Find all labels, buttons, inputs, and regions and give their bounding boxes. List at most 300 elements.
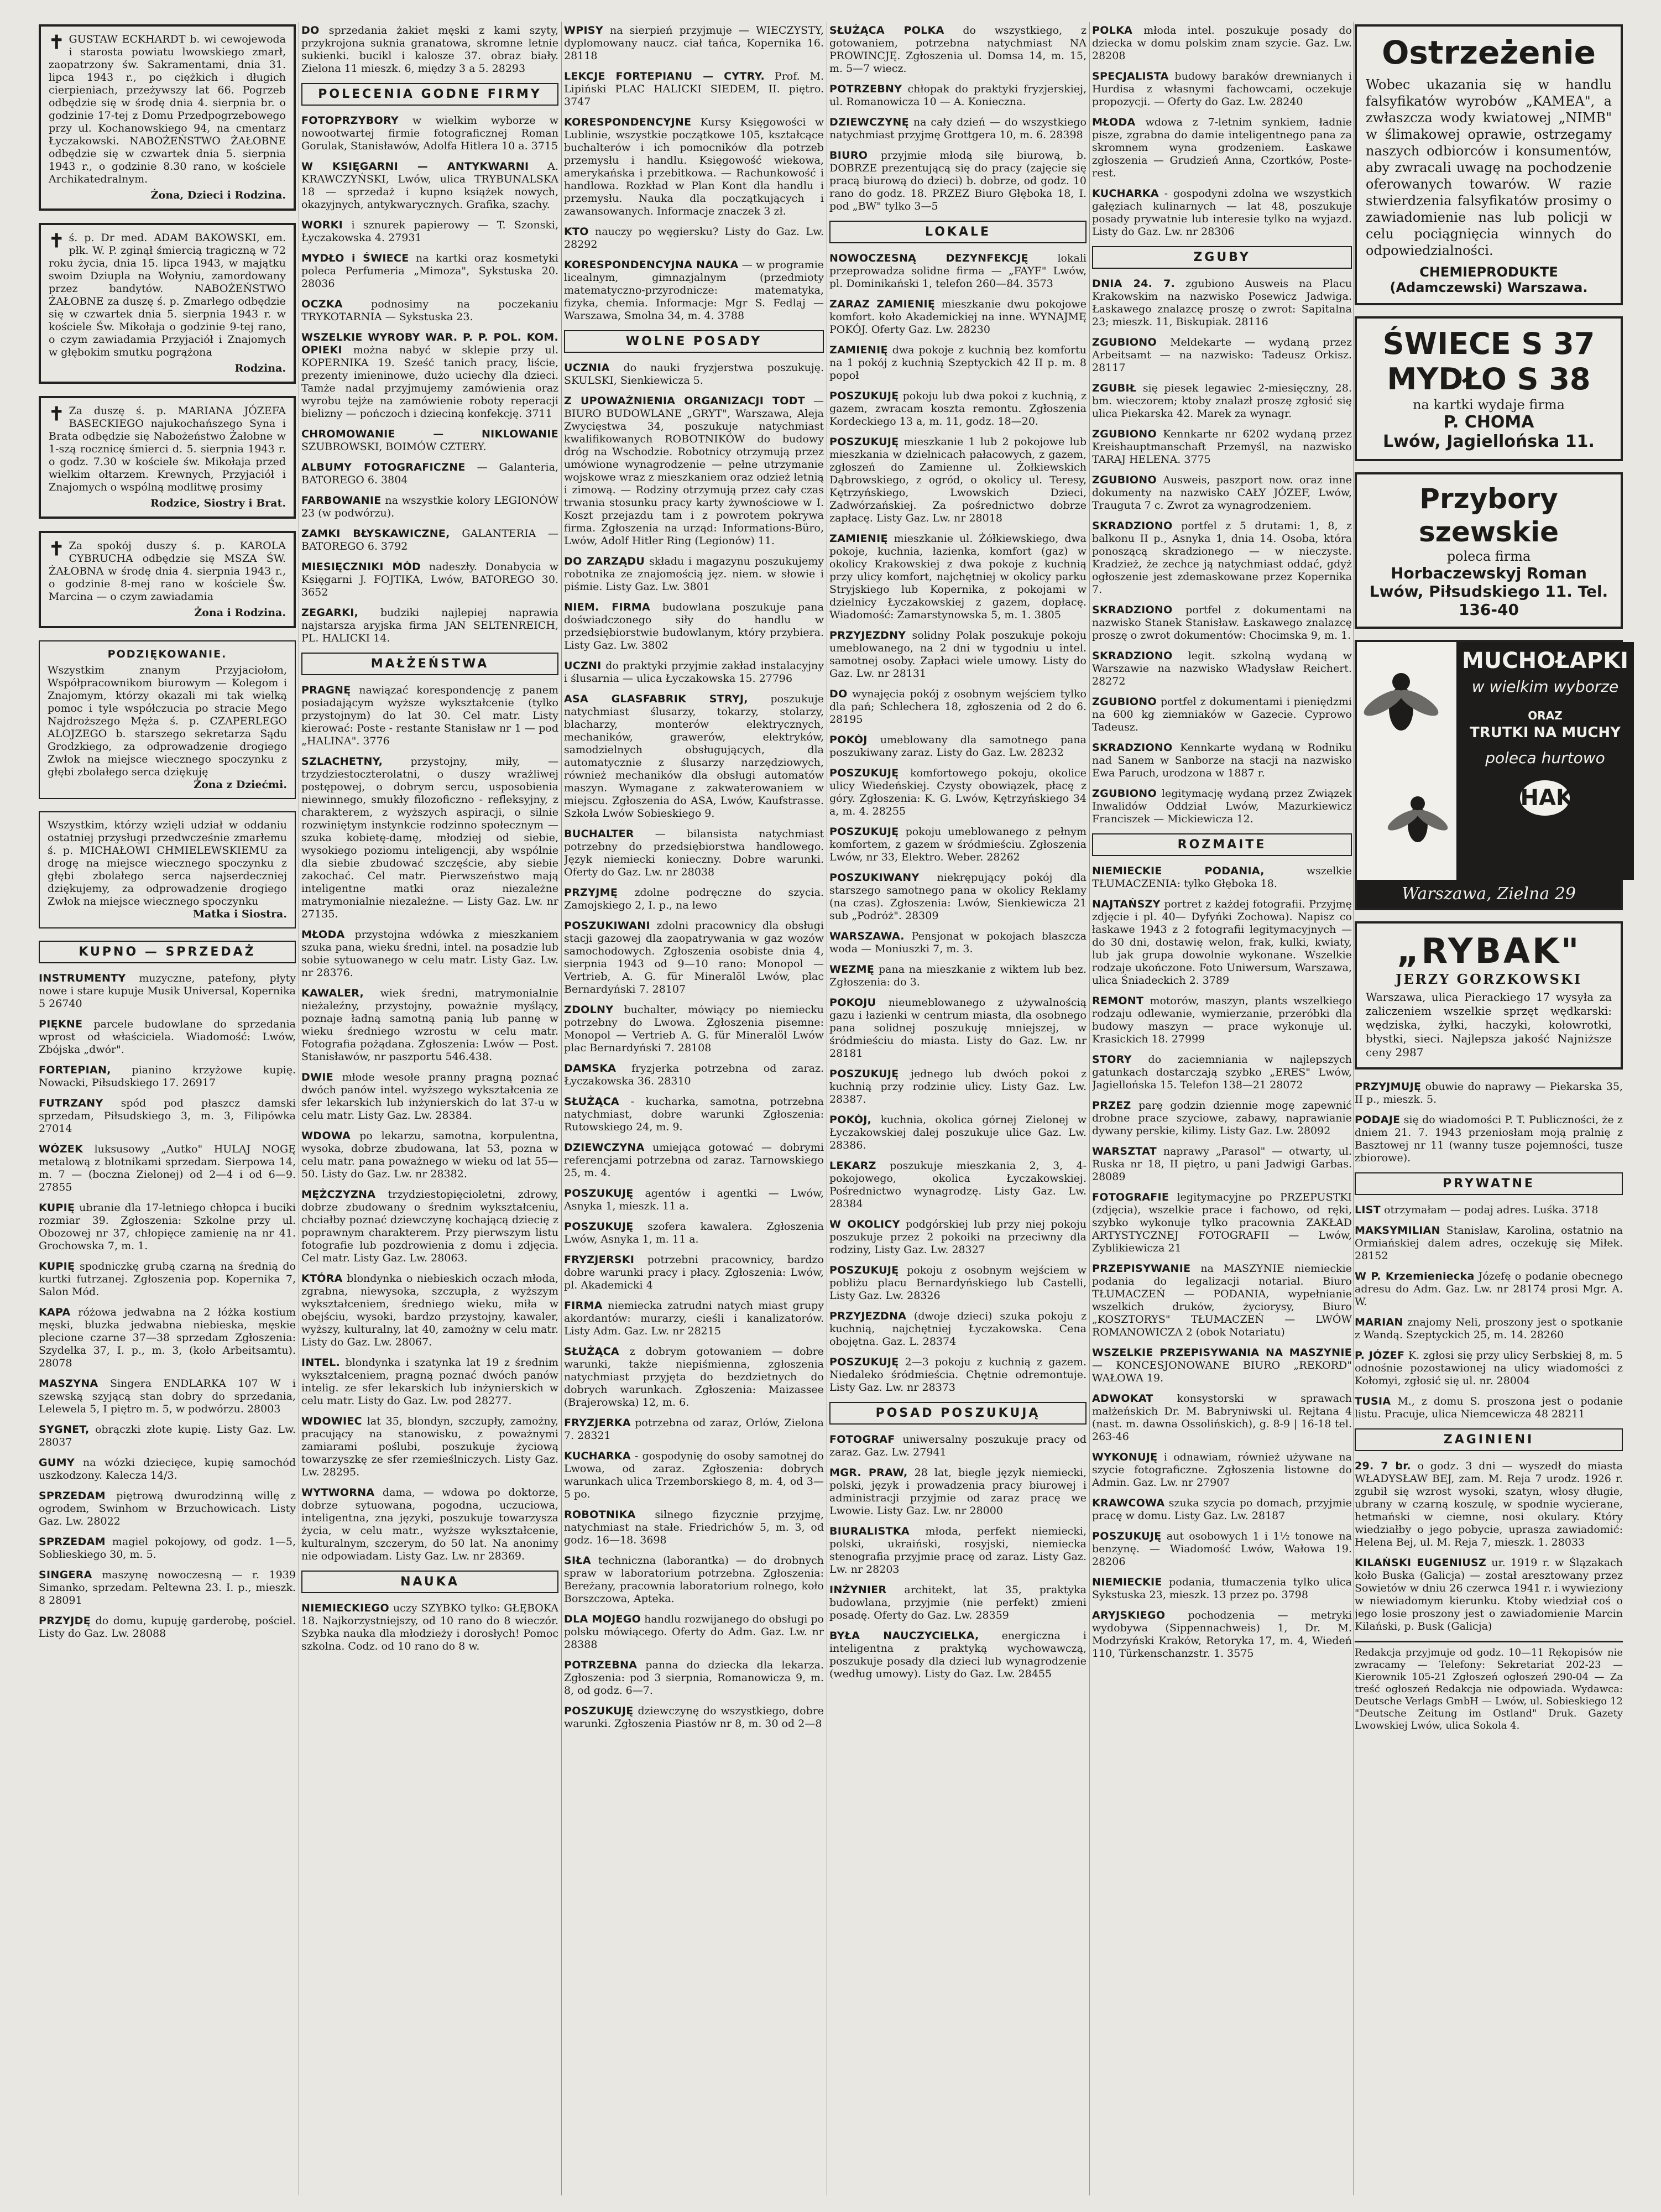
ad-lead: PRZEPISYWANIE [1092, 1262, 1191, 1275]
classified-ad [39, 1202, 296, 1253]
ad-text: na MASZYNIE niemieckie podania do legalizacji notarial. Biuro TŁUMACZEŃ — PODANIA, wypełnianie wszelkich druków, życiorysy, Biuro „KOSZTORYS" TŁUMACZEŃ — LWÓW ROMANOWICZA 2 (obok Notariatu) [1092, 1262, 1352, 1338]
obituary-signature: Żona i Rodzina. [194, 607, 286, 619]
ad-text: sprzedania żakiet męski z kami szyty, przykrojona suknia granatowa, skromne letnie sukienki. bucikl i kalosze 37. obraz biały. Zielona 11 mieszk. 6, między 3 a 5. 28293 [301, 24, 558, 75]
ad-lead: POSZUKUJĘ [829, 826, 899, 838]
ad-lead: POKÓJ [829, 734, 868, 746]
ad-text: ubranie dla 17-letniego chłopca i buciki rozmiar 39. Zgłoszenia: Szkolne przy ul. Obozowej nr 37, chłopięce zamienię na nr 41. Grochowska 7, m. 1. [39, 1202, 296, 1252]
ad-lead: WDOWIEC [301, 1415, 362, 1427]
classified-ad [1092, 1145, 1352, 1183]
hak-logo: HAK [1520, 780, 1570, 816]
classified-ad [829, 533, 1087, 622]
column-rule [1089, 22, 1090, 2195]
ad-lead: SKRADZIONO [1092, 604, 1173, 616]
classified-ad [1092, 474, 1352, 512]
ad-lead: FRYZJERSKI [564, 1254, 635, 1266]
classified-ad [829, 1584, 1087, 1622]
classified-ad [829, 767, 1087, 818]
ad-text: znajomy Neli, proszony jest o spotkanie z Wandą. Szeptyckich 25, m. 14. 28260 [1355, 1316, 1623, 1341]
ad-lead: KTÓRA [301, 1272, 343, 1285]
classified-ad [564, 24, 824, 62]
ad-lead: ZGUBIONO [1092, 428, 1157, 440]
classified-ad [1092, 787, 1352, 826]
ad-lead: PRZYJEZDNA [829, 1310, 907, 1322]
ad-lead: BIURALISTKA [829, 1525, 910, 1537]
ad-text: w wielkim wyborze w nowootwartej firmie fotograficznej Roman Gorulak, Stanisławów, Adolfa Hitlera 10 a. 3715 [301, 114, 558, 152]
ad-lead: NIEMIECKIE PODANIA, [1092, 865, 1265, 877]
ad-lead: DWIE [301, 1071, 333, 1083]
section-header-malzenstwa: MAŁŻEŃSTWA [301, 653, 558, 675]
ad-text: - gospodynię do osoby samotnej do Lwowa, od zaraz. Zgłoszenia: dobrych warunkach ulica Trzemborskiego 8, m. 4, od 3—5 po. [564, 1450, 824, 1500]
warning-advert: Ostrzeżenie Wobec ukazania się w handlu falsyfikatów wyrobów „KAMEA", a zwłaszcza wody kwiatowej „NIMB" w ślimakowej oprawie, ostrzegamy naszych odbiorców i konsumentów, aby zwracali uwagę na pochodzenie oferowanych towarów. W razie stwierdzenia falsyfikatów prosimy o zawiadomienie nas lub policji w celu pociągnięcia winnych do odpowiedzialności. CHEMIEPRODUKTE (Adamczewski) Warszawa. [1355, 24, 1623, 305]
ad-text: nawiązać korespondencję z panem posiadającym wyższe wykształcenie (tylko przystojnym) do lat 30. Cel matr. Listy kierować: Poste - restante Stanisław nr 1 — pod „HALINA". 3776 [301, 684, 558, 747]
ad-text: Kursy Księgowości w Lublinie, wszystkie początkowe 105, kształcące buchalterów i ich pomocników dla potrzeb przemysłu i handlu. Księgowość wiekowa, amerykańska i przebitkowa. — Rachunkowość i handlowa. Rozkład w Plan Kont dla handlu i przemysłu. Nauka dla początkujących i zawansowanych. Informacje znaczek 3 zł. [564, 116, 824, 217]
ad-lead: FIRMA [564, 1300, 603, 1312]
section-header-kupno: KUPNO — SPRZEDAŻ [39, 941, 296, 963]
obituary: ✝ Za duszę ś. p. MARIANA JÓZEFA BASECKIEGO najukochańszego Syna i Brata odbędzie się Nabożeństwo Żałobne w 1-szą rocznicę śmierci d. 5. sierpnia 1943 r. o godz. 7.30 w kościele św. Mikołaja przed wielkim ołtarzem. Krewnych, Przyjaciół i Znajomych o wspólną modlitwę prosimy Rodzice, Siostry i Brat. [39, 396, 296, 519]
ad-text: jednego lub dwóch pokoi z kuchnią przy rodzinie ulicy. Listy Gaz. Lw. 28387. [829, 1068, 1087, 1105]
ad-lead: WSZELKIE WYROBY WAR. P. P. POL. KOM. OPIEKI [301, 331, 558, 356]
ad-lead: SPRZEDAM [39, 1490, 106, 1502]
classified-ad [564, 259, 824, 322]
column-rule [561, 22, 562, 2195]
ad-text: budziki najlepiej naprawia najstarsza aryjska firma JAN SELTENREICH, PL. HALICKI 14. [301, 607, 558, 644]
classified-ad [829, 252, 1087, 290]
ad-list [1092, 865, 1352, 1660]
classified-ad [829, 930, 1087, 956]
column-6 [1355, 24, 1628, 1740]
ad-text: Singera ENDLARKA 107 W i szewską szyjącą stan dobry do sprzedania, Lelewela 5, I piętro m. 5, w podwórzu. 28003 [39, 1378, 296, 1415]
ad-text: Kennkarte nr 6202 wydaną przez Kreishauptmanschaft Przemyśl, na nazwisko TARAJ HELENA. 3775 [1092, 428, 1352, 466]
ad-text: niekrępujący pokój dla starszego samotnego pana w okolicy Reklamy (na czas). Zgłoszenia: Lwów, Sienkiewicza 21 sub „Podróż". 28309 [829, 872, 1087, 922]
ad-list [301, 114, 558, 645]
ad-list [1092, 24, 1352, 238]
ad-text: po lekarzu, samotna, korpulentna, wysoka, dobrze zbudowana, lat 53, pozna w celu matr. pana poważnego w wieku od lat 55—50. Listy do Gaz. Lw. nr 28382. [301, 1130, 558, 1180]
section-header-polecenia: POLECENIA GODNE FIRMY [301, 83, 558, 106]
ad-lead: UCZNIA [564, 362, 610, 374]
column-4 [829, 24, 1087, 1688]
classified-ad [301, 1486, 558, 1563]
classified-ad [1092, 1191, 1352, 1255]
ad-lead: KUCHARKA [1092, 187, 1159, 200]
classified-ad [39, 1423, 296, 1449]
ad-text: się piesek legawiec 2-miesięczny, 28. bm. wieczorem; ktoby znalazł proszę zgłosić się ulica Piekarska 42. Marek za wynagr. [1092, 382, 1352, 420]
ad-lead: NAJTAŃSZY [1092, 898, 1161, 910]
thanks-notice: Wszystkim, którzy wzięli udział w oddaniu ostatniej przysługi przedwcześnie zmarłemu ś. p. MICHAŁOWI CHMIELEWSKIEMU za drogę na miejsce wiecznego spoczynku z głębi zbolałego serca najserdeczniej dziękujemy, za odprowadzenie drogiego Zwłok na miejsce wiecznego spoczynku Matka i Siostra. [39, 811, 296, 928]
ad-text: spód pod płaszcz damski sprzedam, Piłsudskiego 3, m. 3, Filipówka 27014 [39, 1097, 296, 1135]
ad-lead: INTEL. [301, 1357, 341, 1369]
classified-ad [829, 688, 1087, 726]
warning-title: Ostrzeżenie [1382, 34, 1596, 71]
section-header-posad-poszukuja: POSAD POSZUKUJĄ [829, 1402, 1087, 1425]
classified-ad [1092, 742, 1352, 780]
ad-text: młode wesołe pranny pragną poznać dwóch panów intel. wyższego wykształcenia ze sfer lekarskich lub inżynierskich do lat 37-u w celu matr. Listy Gaz. Lw. 28384. [301, 1071, 558, 1121]
ad-text: luksusowy „Autko" HULAJ NOGĘ metalową z blotnikami sprzedam. Sierpowa 14, m. 7 — (boczna Zielonej) od 2—4 i od 6—9. 27855 [39, 1143, 296, 1193]
classified-ad [1092, 1099, 1352, 1138]
ad-text: Ausweis, paszport now. oraz inne dokumenty na nazwisko CAŁY JÓZEF, Lwów, Trauguta 7 c. Zwrot za wynagrodzeniem. [1092, 474, 1352, 512]
ad-lead: POSZUKIWANY [829, 872, 920, 884]
ad-lead: POSZUKUJĘ [829, 436, 899, 448]
ad-text: trzydziestopięcioletni, zdrowy, dobrze zbudowany o średnim wykształceniu, chciałby poznać dziewczynę kochającą dziecię z poprawnym charakterem. Przy pierwszym listu fotografie lub pozdrowienia z domu i zdjęcia. Cel matr. Listy Gaz. Lw. 28063. [301, 1188, 558, 1264]
ad-lead: WYTWORNA [301, 1486, 375, 1499]
ad-lead: POSZUKUJĘ [829, 1264, 899, 1276]
ad-text: wszelkie TŁUMACZENIA: tylko Głęboka 18. [1092, 865, 1352, 890]
ad-text: podgórskiej lub przy niej pokoju poszukuje przez 2 pokoiki na przeciwny dla rodziny, Listy Gaz. Lw. 28327 [829, 1218, 1087, 1256]
ad-lead: NIEM. FIRMA [564, 601, 650, 613]
ad-lead: KAPA [39, 1306, 71, 1318]
ad-text: umiejąca gotować — dobrymi referencjami potrzebna od zaraz. Tarnowskiego 25, m. 4. [564, 1141, 824, 1179]
ad-lead: SKRADZIONO [1092, 650, 1173, 662]
classified-ad [301, 755, 558, 921]
ad-text: portfel z 5 drutami: 1, 8, z balkonu II p., Asnyka 1, dnia 14. Osoba, która ponoszącą skradzionego — w nieczyste. Kradzież, że zechce ją natychmiast oddać, gdyż ogłoszenie jest zdemaskowane przez Kopernika 7. [1092, 520, 1352, 596]
ad-lead: POLKA [1092, 24, 1133, 36]
ad-text: mieszkanie ul. Żółkiewskiego, dwa pokoje, kuchnia, łazienka, komfort (gaz) w okolicy Krakowskiej z dwa pokoje z kuchnią przy ulicy komfort, najchętniej w okolicy parku Stryjskiego lub Kopernika, z pokojami w dzielnicy Łyczakowskiej z gazem, dopłacę. Wiadomość: Zamarstynowska 5, m. 1. 3805 [829, 533, 1087, 621]
ad-lead: W P. Krzemieniecka [1355, 1270, 1475, 1282]
ad-text: — BIURO BUDOWLANE „GRYT", Warszawa, Aleja Zwycięstwa 34, poszukuje natychmiast kwalifikowanych ROBOTNIKÓW do budowy dróg na Wschodzie. Robotnicy otrzymują przez umówione wynagrodzenie — pełne utrzymanie wojskowe wraz z mieszkaniem oraz odzież letnią i zimową. — Rodziny otrzymują przez cały czas trwania stosunku pracy karty żywnościowe w I. Koszt przejazdu tam i z powrotem pokrywa firma. Zgłoszenia na urząd: Informations-Büro, Lwów, Adolf Hitler Ring (Legionów) 11. [564, 395, 824, 547]
ad-text: na kartki oraz kosmetyki poleca Perfumeria „Mimoza", Sykstuska 20. 28036 [301, 252, 558, 290]
ad-lead: DZIEWCZYNA [564, 1141, 645, 1154]
ad-lead: ZARAZ ZAMIENIĘ [829, 298, 936, 310]
ad-lead: MŁODA [301, 928, 345, 941]
ad-lead: CHROMOWANIE — NIKLOWANIE [301, 428, 558, 440]
classified-ad [829, 149, 1087, 213]
classified-ad [564, 1254, 824, 1292]
classified-ad [829, 963, 1087, 989]
cross-icon: ✝ [49, 32, 65, 54]
ad-lead: FOTOGRAF [829, 1433, 895, 1446]
ad-text: na cały dzień — do wszystkiego natychmiast przyjmę Grottgera 10, m. 6. 28398 [829, 116, 1087, 141]
classified-ad [829, 1467, 1087, 1517]
classified-ad [301, 114, 558, 153]
classified-ad [829, 1218, 1087, 1256]
ad-lead: BYŁA NAUCZYCIELKA, [829, 1630, 979, 1642]
ad-text: piętrową dwurodzinną willę z ogrodem, Swinhom w Brzuchowicach. Listy Gaz. Lw. 28022 [39, 1490, 296, 1527]
classified-ad [829, 734, 1087, 759]
section-header-lokale: LOKALE [829, 221, 1087, 243]
classified-ad [301, 987, 558, 1063]
cross-icon: ✝ [49, 230, 65, 252]
classified-ad [1092, 1497, 1352, 1522]
footer-imprint: Redakcja przyjmuje od godz. 10—11 Rękopisów nie zwracamy — Telefony: Sekretariat 202-23 — Kierownik 105-21 Zgłoszeń ogłoszeń 290-04 — Za treść ogłoszeń Redakcja nie odpowiada. Wydawca: Deutsche Verlags GmbH — Lwów, ul. Sobieskiego 12 "Deutsche Zeitung im Ostland" Druk. Gazety Lwowskiej Lwów, ulica Sokola 4. [1355, 1641, 1623, 1732]
ad-list [829, 24, 1087, 213]
classified-ad [1092, 187, 1352, 238]
ad-text: agentów i agentki — Lwów, Asnyka 1, mieszk. 11 a. [564, 1187, 824, 1212]
ad-lead: WPISY [564, 24, 603, 36]
classified-ad [39, 1097, 296, 1135]
ad-lead: SŁUŻĄCA POLKA [829, 24, 944, 36]
classified-ad [301, 1415, 558, 1479]
ad-text: Meldekarte — wydaną przez Arbeitsamt — na nazwisko: Tadeusz Orkisz. 28117 [1092, 336, 1352, 374]
ad-lead: KTO [564, 226, 589, 238]
ad-lead: LEKCJE FORTEPIANU — CYTRY. [564, 70, 765, 82]
ad-text: poszukuje mieszkania 2, 3, 4-pokojowego, okolica Łyczakowskiej. Pośrednictwo wynagrodzę. Listy Gaz. Lw. 28384 [829, 1160, 1087, 1210]
ad-text: buchalter, mówiący po niemiecku potrzebny do Lwowa. Zgłoszenia pisemne: Monopol — Vertrieb A. G. für Mineralöl Lwów plac Bernardyński 7. 28108 [564, 1004, 824, 1054]
classified-ad [829, 872, 1087, 922]
ad-text: Kennkarte wydaną w Rodniku nad Sanem w Sanborze na stacji na nazwisko Ewa Paruch, urodzona w 1887 r. [1092, 742, 1352, 779]
ad-text: Józefę o podanie obecnego adresu do Adm. Gaz. Lw. nr 28174 prosi Mgr. A. W. [1355, 1270, 1623, 1308]
ad-list [564, 362, 824, 1730]
classified-ad [301, 684, 558, 748]
ad-lead: OCZKA [301, 298, 343, 310]
ad-lead: POSZUKUJĘ [829, 767, 899, 779]
classified-ad [564, 1141, 824, 1180]
section-header-nauka: NAUKA [301, 1571, 558, 1593]
classified-ad [829, 1356, 1087, 1394]
classified-ad [301, 1357, 558, 1407]
classified-ad [564, 70, 824, 108]
classified-ad [1092, 1451, 1352, 1489]
ad-text: panna do dziecka dla lekarza. Zgłoszenia: pod 3 sierpnia, Romanowicza 9, m. 8, od godz. 6—7. [564, 1659, 824, 1697]
classified-ad [301, 1130, 558, 1181]
ad-lead: MIESIĘCZNIKI MÓD [301, 561, 421, 573]
ad-lead: PODAJE [1355, 1114, 1401, 1126]
classified-ad [564, 1062, 824, 1088]
classified-ad [1092, 865, 1352, 890]
classified-ad [301, 160, 558, 211]
ad-text: muzyczne, patefony, płyty nowe i stare kupuje Musik Universal, Kopernika 5 26740 [39, 972, 296, 1010]
classified-ad [1355, 1557, 1623, 1633]
classified-ad [564, 1345, 824, 1409]
ad-text: potrzebna od zaraz, Orlów, Zielona 7. 28321 [564, 1417, 824, 1442]
ad-text: z dobrym gotowaniem — dobre warunki, także niepiśmienna, zgłoszenia natychmiast przyjęta do bezdzietnych do dobrych warunkach. Zgłoszenia: Maizassee (Brajerowska) 12, m. 6. [564, 1345, 824, 1408]
ad-text: naprawy „Parasol" — otwarty, ul. Ruska nr 18, II piętro, u pani Jadwigi Garbas. 28089 [1092, 1145, 1352, 1183]
classified-ad [829, 1310, 1087, 1348]
ad-lead: PRAGNĘ [301, 684, 351, 696]
ad-lead: KUPIĘ [39, 1202, 75, 1214]
ad-list [564, 24, 824, 322]
classified-ad [301, 219, 558, 244]
ad-lead: SPECJALISTA [1092, 70, 1169, 82]
classified-ad [1355, 1395, 1623, 1421]
classified-ad [1355, 1224, 1623, 1262]
ad-lead: W OKOLICY [829, 1218, 900, 1230]
classified-ad [829, 344, 1087, 382]
ad-text: — KONCESJONOWANE BIURO „REKORD" WAŁOWA 19. [1092, 1359, 1352, 1384]
classified-ad [301, 1602, 558, 1653]
ad-text: lokali przeprowadza solidne firma — „FAYF" Lwów, pl. Dominikański 1, telefon 260—84. 3573 [829, 252, 1087, 290]
ad-text: SZUBROWSKI, BOIMÓW CZTERY. [301, 441, 487, 453]
classified-ad [829, 83, 1087, 108]
ad-text: spodniczkę grubą czarną na średnią do kurtki futrzanej. Zgłoszenia pop. Kopernika 7, Salon Mód. [39, 1260, 296, 1298]
classified-ad [564, 1187, 824, 1213]
ad-lead: MŁODA [1092, 116, 1136, 128]
ad-lead: SKRADZIONO [1092, 742, 1173, 754]
ad-list [829, 252, 1087, 1394]
ad-lead: ROBOTNIKA [564, 1509, 636, 1521]
ad-text: K. zgłosi się przy ulicy Serbskiej 8, m. 5 odnośnie pozostawionej na ulicy wiadomości z Kołomyi, zgłosić się ul. nr. 28004 [1355, 1349, 1623, 1387]
ad-text: na sierpień przyjmuje — WIECZYSTY, dyplomowany naucz. ciał tańca, Kopernika 16. 28118 [564, 24, 824, 62]
ad-text: pana na mieszkanie z wiktem lub bez. Zgłoszenia: do 3. [829, 963, 1087, 988]
classified-ad [39, 1260, 296, 1298]
classified-ad [301, 494, 558, 520]
ad-text: wynajęcia pokój z osobnym wejściem tylko dla pań; Schlechera 18, zgłoszenia od 2 do 6. 28195 [829, 688, 1087, 726]
ad-text: otrzymałam — podaj adres. Luśka. 3718 [1384, 1204, 1599, 1216]
classified-ad [1092, 604, 1352, 642]
ad-lead: POSZUKUJĘ [829, 1356, 899, 1368]
ad-text: portfel z dokumentami na nazwisko Stanek Stanisław. Łaskawego znalazcę proszę o zwrot dokumentów: Chocimska 9, m. 1. [1092, 604, 1352, 641]
classified-ad [829, 629, 1087, 680]
ad-text: na wszystkie kolory LEGIONÓW 23 (w podwórzu). [301, 494, 558, 519]
ad-lead: BUCHALTER [564, 828, 634, 840]
ad-lead: ALBUMY FOTOGRAFICZNE [301, 461, 466, 473]
obituary: ✝ ś. p. Dr med. ADAM BAKOWSKI, em. płk. W. P. zginął śmiercią tragiczną w 72 roku życia, dnia 15. lipca 1943, w majątku swoim Dziupla na Wołyniu, zamordowany przez bandytów. NABOŻEŃSTWO ŻAŁOBNE za duszę ś. p. Zmarłego odbędzie się w czwartek dnia 5. sierpnia 1943 r. w kościele Św. Mikołaja o godzinie 9-tej rano, o czym zawiadamia Przyjaciół i Znajomych w głębokim smutku pogrążona Rodzina. [39, 223, 296, 384]
ad-lead: ADWOKAT [1092, 1392, 1153, 1405]
ad-lead: POSZUKUJĘ [1092, 1530, 1162, 1542]
ad-list [301, 24, 558, 75]
ad-lead: ARYJSKIEGO [1092, 1609, 1166, 1621]
ad-text: poszukuje natychmiast ślusarzy, tokarzy, stolarzy, blacharzy, monterów elektrycznych, mechaników, grawerów, elektryków, samodzielnych obsługujących, dla automatycznie z ślusarzy narzędziowych, również mechaników dla obsługi automatów maszyn. Wymagane z zakwaterowaniem w miejscu. Zgłoszenia do ASA, Lwów, Kaufstrasse. Szkoła Lwów Sobieskiego 9. [564, 693, 824, 820]
ad-lead: BIURO [829, 149, 868, 161]
ad-text: szuka szycia po domach, przyjmie pracę w domu. Listy Gaz. Lw. 28187 [1092, 1497, 1352, 1522]
classified-ad [301, 428, 558, 453]
ad-text: M., z domu S. proszona jest o podanie listu. Pracuje, ulica Niemcewicza 48 28211 [1355, 1395, 1623, 1420]
ad-text: podania, tłumaczenia tylko ulica Sykstuska 23, mieszk. 13 przez po. 3798 [1092, 1576, 1352, 1601]
classified-ad [564, 1659, 824, 1697]
ad-lead: UCZNI [564, 660, 602, 672]
ad-lead: MARIAN [1355, 1316, 1403, 1328]
ad-lead: DLA MOJEGO [564, 1613, 641, 1625]
classified-ad [1092, 1576, 1352, 1601]
ad-text: zdolne podręczne do szycia. Zamojskiego 2, I. p., na lewo [564, 886, 824, 911]
ad-list [829, 1433, 1087, 1681]
ad-lead: KORESPONDENCYJNA NAUKA [564, 259, 739, 271]
classified-ad [301, 528, 558, 553]
ad-lead: ZGUBIONO [1092, 696, 1157, 708]
ad-list [301, 1602, 558, 1653]
classified-ad [39, 1306, 296, 1370]
ad-lead: MĘŻCZYZNA [301, 1188, 376, 1201]
ad-text: motorów, maszyn, plants wszelkiego rodzaju odlewanie, wymierzanie, przeróbki dla budowy maszyn — prace wykonuje ul. Krasickich 18. 27999 [1092, 995, 1352, 1045]
ad-text: podnosimy na poczekaniu TRYKOTARNIA — Sykstuska 23. [301, 298, 558, 323]
classified-ad [1355, 1204, 1623, 1217]
classified-ad [564, 1705, 824, 1730]
ad-text: 2—3 pokoju z kuchnią z gazem. Niedaleko śródmieścia. Chętnie odremontuje. Listy Gaz. Lw. nr 28373 [829, 1356, 1087, 1394]
classified-ad [1092, 1530, 1352, 1568]
classified-ad [829, 436, 1087, 525]
ad-text: zgubiono Ausweis na Placu Krakowskim na nazwisko Posewicz Jadwiga. Łaskawego znalazcę proszę o zwrot: Sapitalna 23; mieszk. 11, Biskupiak. 28116 [1092, 278, 1352, 328]
ad-lead: WYKONUJĘ [1092, 1451, 1158, 1463]
classified-ad [301, 928, 558, 979]
ad-lead: SŁUŻĄCA [564, 1345, 619, 1358]
ad-text: do nauki fryzjerstwa poszukuję. SKULSKI, Sienkiewicza 5. [564, 362, 824, 387]
ad-text: do wszystkiego, z gotowaniem, potrzebna natychmiast NA PROWINCJĘ. Zgłoszenia ul. Domsa 14, m. 15, m. 5—7 wiecz. [829, 24, 1087, 75]
ad-lead: ZAMIENIĘ [829, 344, 888, 356]
ad-text: potrzebni pracownicy, bardzo dobre warunki pracy i płacy. Zgłoszenia: Lwów, pl. Akademicki 4 [564, 1254, 824, 1291]
ad-text: przyjmie młodą siłę biurową, b. DOBRZE prezentującą się do pracy (zajęcie się pracą biurową do dzieci) b. dobrze, od godz. 10 rano do godz. 18. PRZEZ Biuro Głęboka 18, I. pod „BW" tylko 3—5 [829, 149, 1087, 212]
ad-list [1355, 1081, 1623, 1165]
ad-lead: MAKSYMILIAN [1355, 1224, 1440, 1237]
ad-text: magiel pokojowy, od godz. 1—5, Soblieskiego 30, m. 5. [39, 1536, 296, 1561]
obituary-signature: Żona, Dzieci i Rodzina. [150, 189, 286, 201]
ad-lead: SPRZEDAM [39, 1536, 106, 1548]
ad-text: pokoju z osobnym wejściem w pobliżu placu Bernardyńskiego lub Castelli, Listy Gaz. Lw. 28326 [829, 1264, 1087, 1302]
ad-list [1092, 278, 1352, 826]
classified-ad [1092, 1053, 1352, 1092]
classified-ad [564, 1300, 824, 1338]
classified-ad [39, 1490, 296, 1528]
ad-lead: SINGERA [39, 1569, 92, 1581]
ad-lead: POKOJU [829, 997, 876, 1009]
classified-ad [829, 1114, 1087, 1152]
classified-ad [564, 1450, 824, 1501]
classified-ad [564, 1220, 824, 1246]
ad-lead: WEZMĘ [829, 963, 875, 975]
ad-text: obuwie do naprawy — Piekarska 35, II p., mieszk. 5. [1355, 1081, 1623, 1105]
ad-text: maszynę nowoczesną — r. 1939 Simanko, sprzedam. Peltewna 23. I. p., mieszk. 8 28091 [39, 1569, 296, 1606]
ad-text: architekt, lat 35, praktyka budowlana, przyjmie (nie perfekt) zmieni posadę. Oferty do Gaz. Lw. 28359 [829, 1584, 1087, 1621]
ad-text: wdowa z 7-letnim synkiem, ładnie pisze, zgrabna do damie inteligentnego pana za skromnem wyna grodzeniem. Łaskawe zgłoszenia — Grudzień Anna, Czortków, Poste-rest. [1092, 116, 1352, 179]
obituary: ✝ GUSTAW ECKHARDT b. wi cewojewoda i starosta powiatu lwowskiego zmarł, zaopatrzony św. Sakramentami, dnia 31. lipca 1943 r., po ciężkich i długich cierpieniach, przeżywszy lat 66. Pogrzeb odbędzie się w środę dnia 4. sierpnia br. o godzinie 17-tej z Domu Przedpogrzebowego przy ul. Kochanowskiego 94, na cmentarz Łyczakowski. NABOŻEŃSTWO ŻAŁOBNE odbędzie się w czwartek dnia 5. sierpnia 1943 r., o godzinie 8.30 rano, w kościele Archikatedralnym. Żona, Dzieci i Rodzina. [39, 24, 296, 211]
ad-text: można nabyć w sklepie przy ul. KOPERNIKA 19. Sześć tanich pracy, liście, prezenty imieninowe, dużo uciechy dla dzieci. Tamże nadal przyjmujemy zamówienia oraz wyrobu tejże na zamówienie roboty reperacji bielizny — pończoch i dzieciną konfekcję. 3711 [301, 344, 558, 420]
ad-text: pokoju umeblowanego z pełnym komfortem, z gazem w śródmieściu. Zgłoszenia Lwów, nr 33, Elektro. Weber. 28262 [829, 826, 1087, 863]
ad-text: lat 35, blondyn, szczupły, zamożny, pracujący na stanowisku, z poważnymi zamiarami poślubi, poszukuje życiową towarzyszkę ze sfer rzemieślniczych. Listy Gaz. Lw. 28295. [301, 1415, 558, 1478]
ad-lead: POSZUKUJĘ [564, 1705, 634, 1717]
ad-lead: NIEMIECKIE [1092, 1576, 1162, 1588]
classified-ad [301, 561, 558, 599]
classified-ad [564, 660, 824, 685]
classified-ad [829, 1160, 1087, 1211]
column-1 [39, 24, 296, 1648]
ad-lead: ZAMKI BŁYSKAWICZNE, [301, 528, 450, 540]
ad-lead: ASA GLASFABRIK STRYJ, [564, 693, 748, 705]
ad-text: GALANTERIA — BATOREGO 6. 3792 [301, 528, 558, 552]
ad-lead: STORY [1092, 1053, 1132, 1066]
classified-ad [564, 362, 824, 387]
ad-text: mieszkanie dwu pokojowe komfort. koło Akademickiej na inne. WYNAJMĘ POKÓJ. Oferty Gaz. Lw. 28230 [829, 298, 1087, 336]
classified-ad [564, 920, 824, 996]
ad-text: aut osobowych 1 i 1½ tonowe na benzynę. — Wiadomość Lwów, Wałowa 19. 28206 [1092, 1530, 1352, 1568]
ad-lead: FUTRZANY [39, 1097, 103, 1109]
ad-lead: INŻYNIER [829, 1584, 887, 1596]
ad-lead: KUPIĘ [39, 1260, 75, 1272]
ad-lead: FRYZJERKA [564, 1417, 631, 1429]
classified-ad [301, 461, 558, 487]
ad-lead: LIST [1355, 1204, 1381, 1216]
classified-ad [564, 1417, 824, 1442]
ad-lead: W KSIĘGARNI — ANTYKWARNI [301, 160, 529, 173]
ad-lead: MGR. PRAW, [829, 1467, 908, 1479]
ad-text: młoda, perfekt niemiecki, polski, ukraiński, rosyjski, niemiecka stenografia przyjmie pracę od zaraz. Listy Gaz. Lw. nr 28203 [829, 1525, 1087, 1575]
ad-lead: POTRZEBNA [564, 1659, 638, 1671]
ad-list [1355, 1204, 1623, 1421]
ad-lead: ZEGARKI, [301, 607, 359, 619]
ad-text: portfel z dokumentami i pieniędzmi na 600 kg ziemniaków w Gazecie. Cyprowo Tadeusz. [1092, 696, 1352, 733]
classified-ad [1355, 1081, 1623, 1106]
ad-lead: POSZUKIWANI [564, 920, 650, 932]
classified-ad [1092, 1347, 1352, 1385]
classified-ad [1092, 650, 1352, 688]
classified-ad [1092, 1262, 1352, 1339]
ad-text: i sznurek papierowy — T. Szonski, Łyczakowska 4. 27931 [301, 219, 558, 244]
section-header-prywatne: PRYWATNE [1355, 1172, 1623, 1195]
ad-text: dziewczynę do wszystkiego, dobre warunki. Zgłoszenia Piastów nr 8, m. 30 od 2—8 [564, 1705, 824, 1730]
shoe-supplies-advert: Przybory szewskie poleca firma Horbaczewskyj Roman Lwów, Piłsudskiego 11. Tel. 136-40 [1355, 472, 1623, 629]
classified-ad [301, 298, 558, 324]
ad-text: blondynka o niebieskich oczach młoda, zgrabna, niewysoka, szczupła, z wyższym wykształceniem, średniego wieku, miła w obejściu, wysoki, bardzo przystojny, kawaler, wyższy, kulturalny, lat 40, zamożny w celu matr. Listy do Gaz. Lw. 28067. [301, 1272, 558, 1348]
classified-ad [829, 24, 1087, 75]
ad-lead: ZGUBIONO [1092, 787, 1157, 800]
ad-text: Pensjonat w pokojach blaszcza woda — Moniuszki 7, m. 3. [829, 930, 1087, 955]
ad-lead: POTRZEBNY [829, 83, 902, 95]
ad-text: dwa pokoje z kuchnią bez komfortu na 1 pokój z kuchnią Szeptyckich 42 II p. m. 8 popoł [829, 344, 1087, 382]
ad-text: pianino krzyżowe kupię. Nowacki, Piłsudskiego 17. 26917 [39, 1064, 296, 1089]
classified-ad [1092, 382, 1352, 420]
ad-text: — Galanteria, BATOREGO 6. 3804 [301, 461, 558, 486]
classified-ad [301, 1272, 558, 1349]
ad-lead: POSZUKUJĘ [564, 1220, 634, 1233]
ad-lead: DZIEWCZYNĘ [829, 116, 909, 128]
column-rule [1353, 22, 1354, 2195]
classified-ad [1355, 1349, 1623, 1387]
